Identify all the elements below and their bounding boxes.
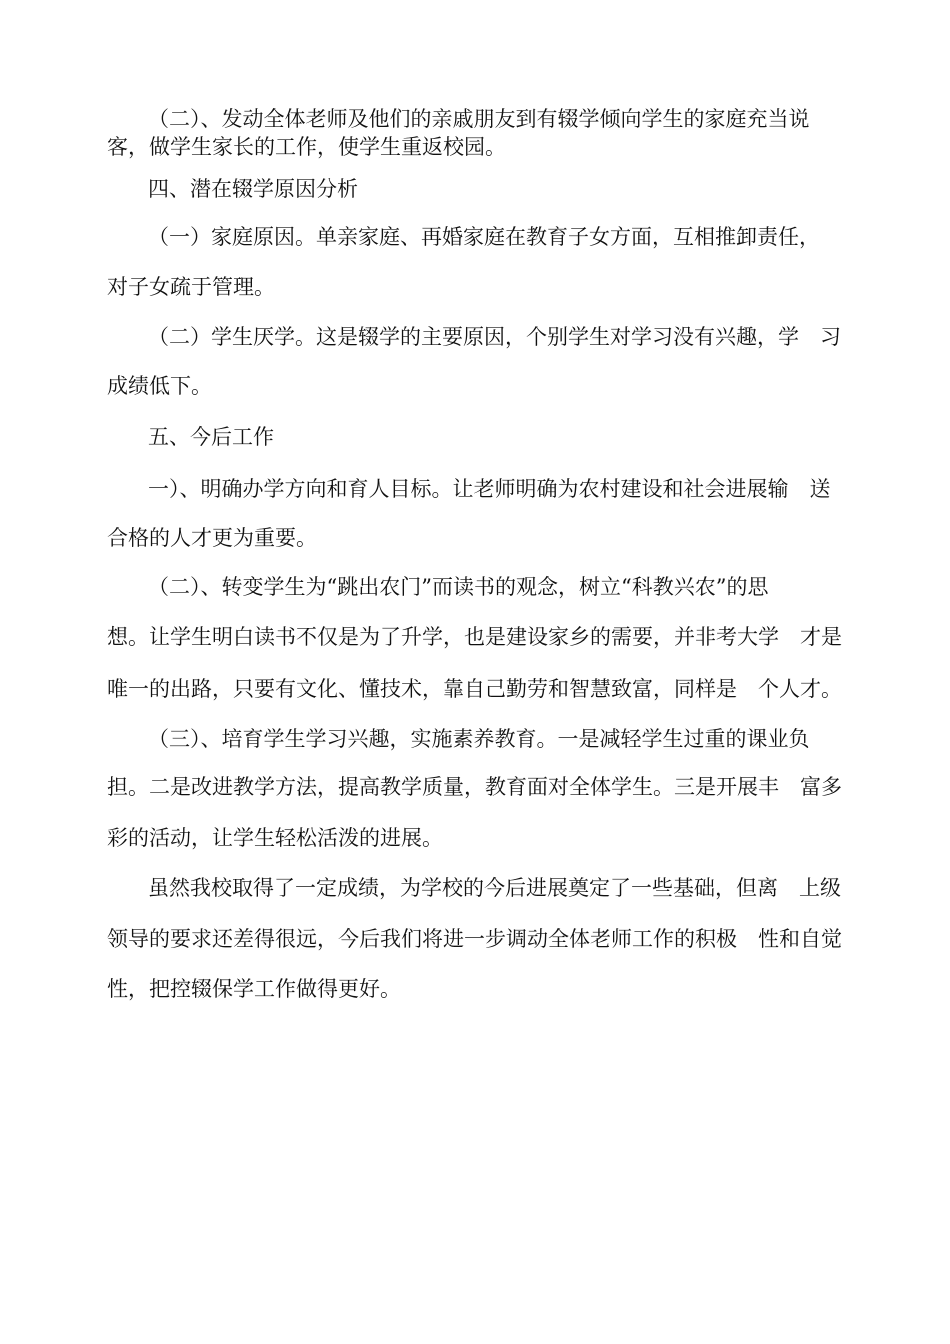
paragraph-line: （二）、发动全体老师及他们的亲戚朋友到有辍学倾向学生的家庭充当说 bbox=[148, 107, 810, 131]
paragraph-line: 一）、明确办学方向和育人目标。让老师明确为农村建设和社会进展输 送 bbox=[148, 477, 831, 501]
paragraph-line: 担。二是改进教学方法，提高教学质量，教育面对全体学生。三是开展丰 富多 bbox=[107, 775, 842, 799]
paragraph-line: 客，做学生家长的工作，使学生重返校园。 bbox=[107, 135, 506, 159]
paragraph-line: （一）家庭原因。单亲家庭、再婚家庭在教育子女方面，互相推卸责任， bbox=[148, 225, 820, 249]
paragraph-line: （二）、转变学生为“跳出农门”而读书的观念，树立“科教兴农”的思 bbox=[148, 575, 769, 599]
section-heading: 四、潜在辍学原因分析 bbox=[148, 177, 358, 201]
paragraph-line: 虽然我校取得了一定成绩，为学校的今后进展奠定了一些基础，但离 上级 bbox=[148, 876, 841, 900]
paragraph-line: 成绩低下。 bbox=[107, 374, 212, 398]
paragraph-line: （二）学生厌学。这是辍学的主要原因，个别学生对学习没有兴趣，学 习 bbox=[148, 325, 841, 349]
paragraph-line: 对子女疏于管理。 bbox=[107, 275, 275, 299]
paragraph-line: 想。让学生明白读书不仅是为了升学，也是建设家乡的需要，并非考大学 才是 bbox=[107, 625, 842, 649]
paragraph-line: （三）、培育学生学习兴趣，实施素养教育。一是减轻学生过重的课业负 bbox=[148, 727, 810, 751]
paragraph-line: 合格的人才更为重要。 bbox=[107, 526, 317, 550]
paragraph-line: 性，把控辍保学工作做得更好。 bbox=[107, 977, 401, 1001]
section-heading: 五、今后工作 bbox=[148, 425, 274, 449]
paragraph-line: 领导的要求还差得很远，今后我们将进一步调动全体老师工作的积极 性和自觉 bbox=[107, 927, 842, 951]
paragraph-line: 彩的活动，让学生轻松活泼的进展。 bbox=[107, 826, 443, 850]
paragraph-line: 唯一的出路，只要有文化、懂技术，靠自己勤劳和智慧致富，同样是 个人才。 bbox=[107, 677, 842, 701]
